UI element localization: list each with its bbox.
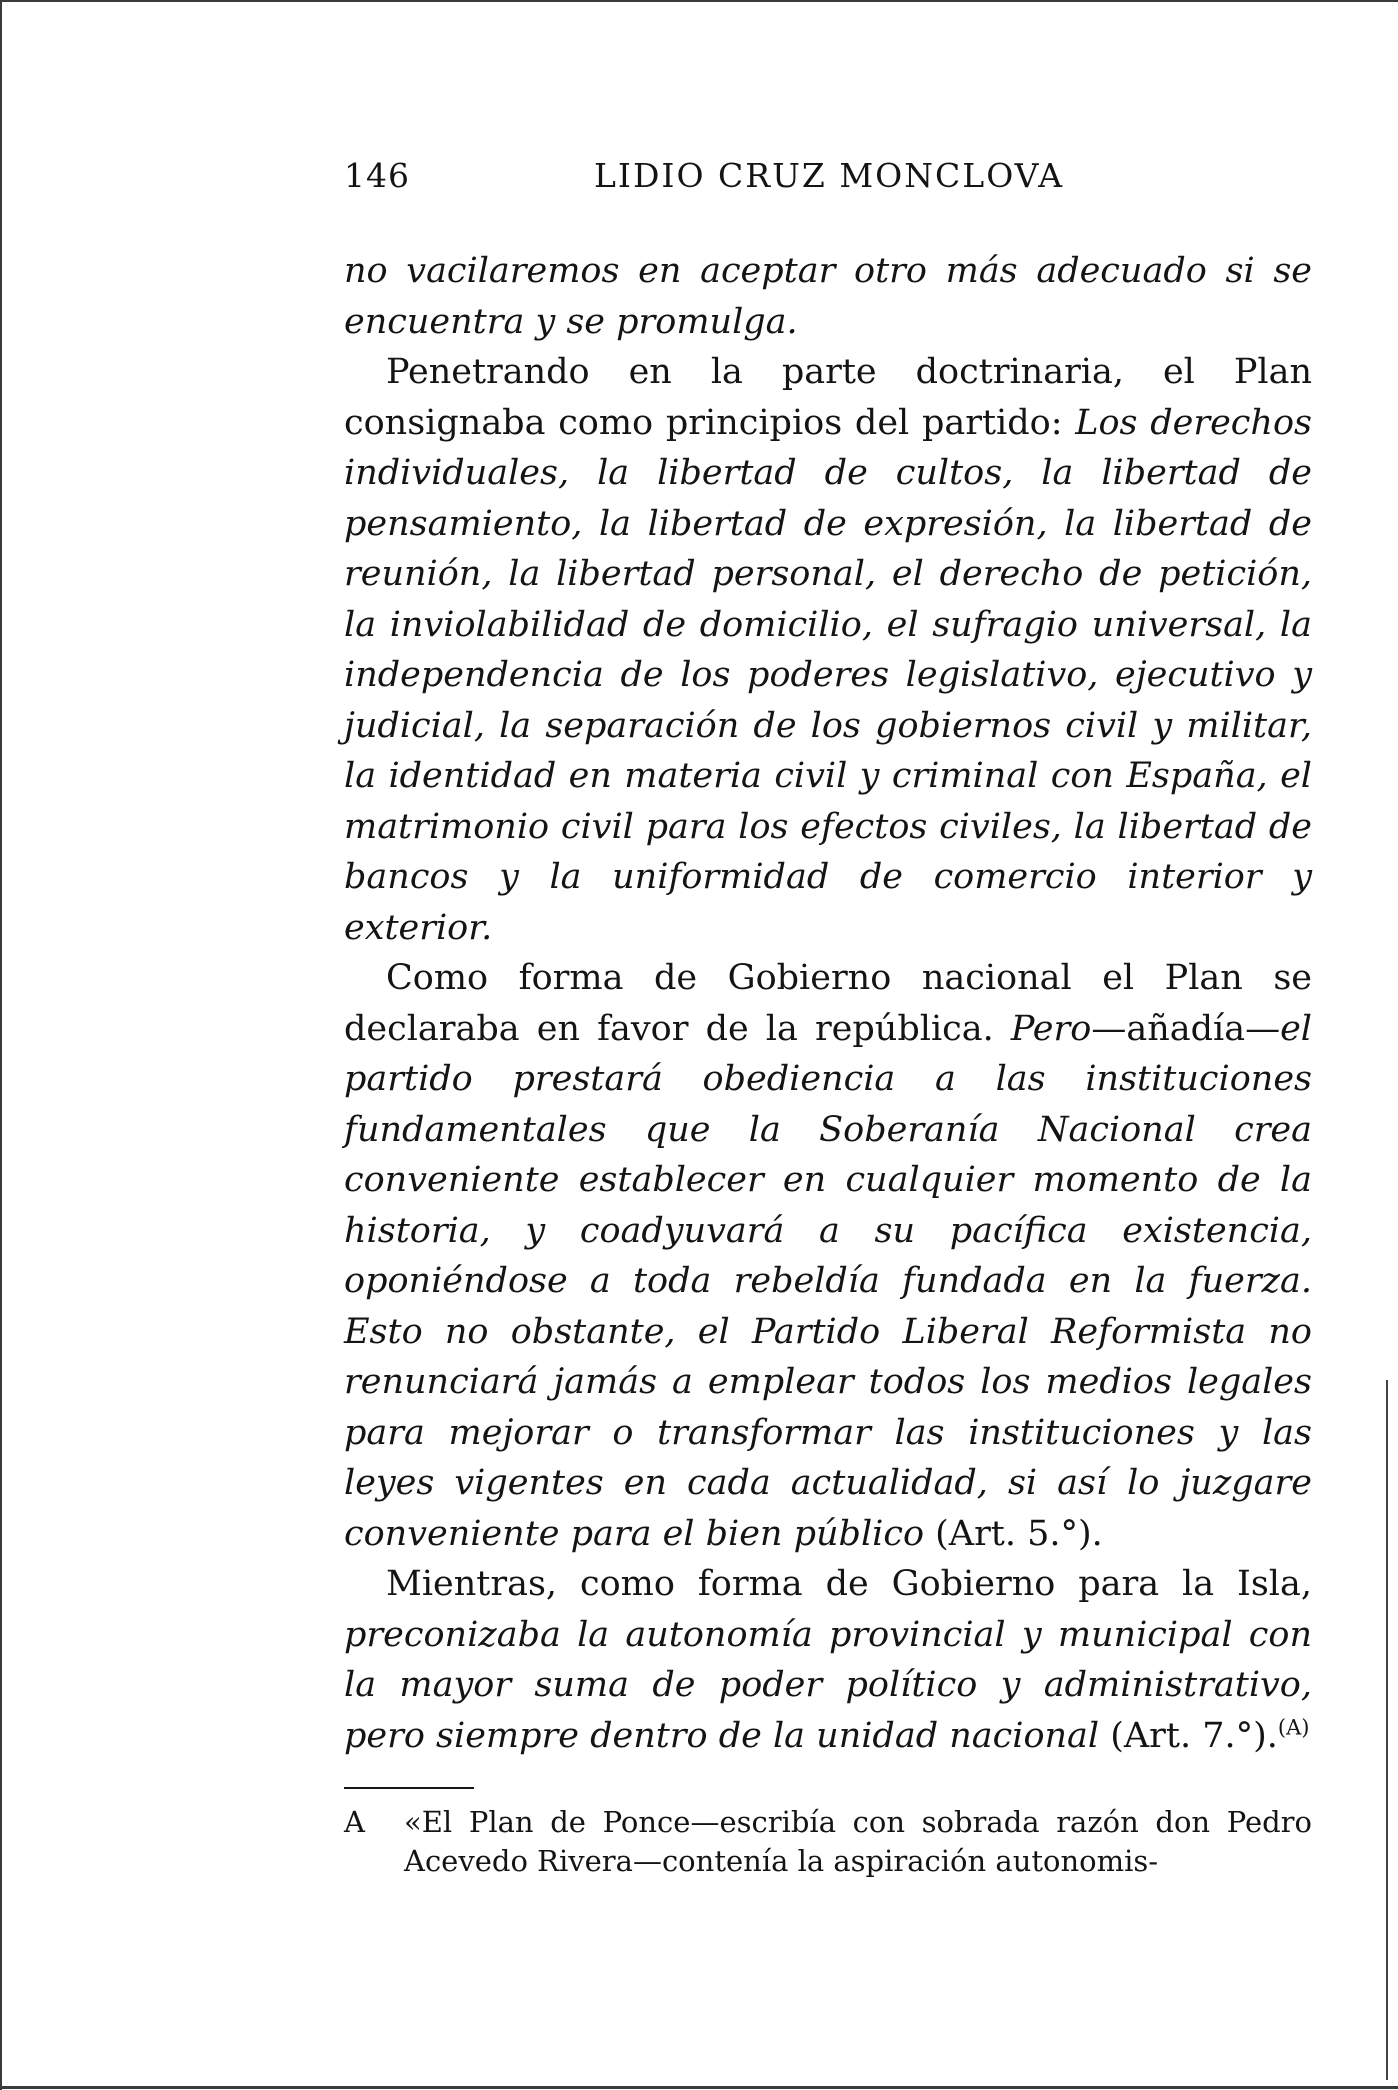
paragraph-3-italic-1: Pero bbox=[1010, 1008, 1092, 1049]
scan-border-left bbox=[0, 0, 2, 2090]
paragraph-4 bbox=[344, 1559, 1312, 1761]
paragraph-4-lead: Mientras, como forma de Gobierno para la Isla, bbox=[386, 1564, 1312, 1604]
paragraph-3-citation: (Art. 5.°). bbox=[924, 1513, 1103, 1554]
scan-border-bottom bbox=[0, 2086, 1398, 2089]
paragraph-3 bbox=[344, 953, 1312, 1559]
footnote-reference[interactable]: (A) bbox=[1277, 1714, 1310, 1739]
footnote bbox=[344, 1803, 1312, 1881]
paragraph-3-dash: —añadía— bbox=[1091, 1008, 1281, 1049]
running-head bbox=[344, 150, 1312, 200]
paragraph-3-italic-2: el partido prestará obediencia a las instituciones fundamentales que la Soberanía Nacional crea conveniente establecer en cualquier momento de la historia, y coadyuvará a su pacífica existencia, oponiéndose a toda rebeldía fundada en la fuerza. Esto no obstante, el Partido Liberal Reformista no renunciará jamás a emplear todos los medios legales para mejorar o transformar las instituciones y las leyes vigentes en cada actualidad, si así lo juzgare conveniente para el bien público bbox=[344, 1008, 1312, 1554]
scan-border-top bbox=[0, 0, 1398, 2]
paragraph-3-lead: Como forma de Gobierno nacional el Plan se declaraba en favor de la república. bbox=[344, 958, 1312, 1049]
body-text bbox=[344, 246, 1312, 1761]
scan-border-right bbox=[1386, 1380, 1388, 2080]
paragraph-2 bbox=[344, 347, 1312, 953]
book-page bbox=[344, 150, 1312, 1881]
footnote-text: «El Plan de Ponce—escribía con sobrada razón don Pedro Acevedo Rivera—contenía la aspiración autonomis- bbox=[404, 1805, 1312, 1878]
footnote-rule bbox=[344, 1787, 474, 1789]
paragraph-1 bbox=[344, 246, 1312, 347]
footnote-marker: A bbox=[344, 1805, 365, 1839]
running-title: LIDIO CRUZ MONCLOVA bbox=[594, 155, 1065, 195]
page-number: 146 bbox=[344, 155, 410, 195]
paragraph-2-italic: Los derechos individuales, la libertad de cultos, la libertad de pensamiento, la libertad de expresión, la libertad de reunión, la libertad personal, el derecho de petición, la inviolabilidad de domicilio, el sufragio universal, la independencia de los poderes legislativo, ejecutivo y judicial, la separación de los gobiernos civil y militar, la identidad en materia civil y criminal con España, el matrimonio civil para los efectos civiles, la libertad de bancos y la uniformidad de comercio interior y exterior. bbox=[344, 402, 1312, 948]
paragraph-1-italic: no vacilaremos en aceptar otro más adecuado si se encuentra y se promulga. bbox=[344, 251, 1312, 342]
paragraph-4-citation: (Art. 7.°). bbox=[1099, 1715, 1278, 1756]
paragraph-4-italic: preconizaba la autonomía provincial y municipal con la mayor suma de poder político y administrativo, pero siempre dentro de la unidad nacional bbox=[344, 1614, 1312, 1756]
paragraph-2-lead: Penetrando en la parte doctrinaria, el Plan consignaba como principios del partido: bbox=[344, 352, 1312, 443]
